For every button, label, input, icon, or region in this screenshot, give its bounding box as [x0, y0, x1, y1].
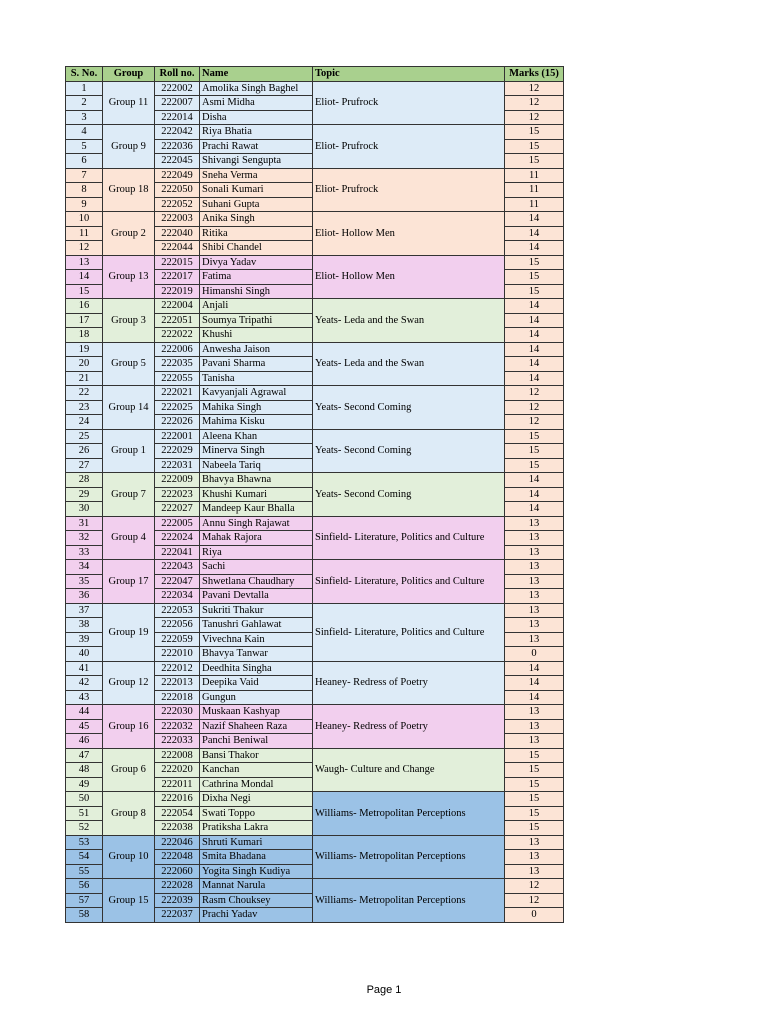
roll-number-cell: 222042	[155, 125, 200, 140]
table-row	[66, 212, 564, 227]
roll-number-cell: 222048	[155, 850, 200, 865]
marks-cell: 15	[505, 792, 564, 807]
header-name: Name	[200, 67, 313, 82]
roll-number-cell: 222031	[155, 458, 200, 473]
marks-cell: 14	[505, 487, 564, 502]
serial-number-cell: 10	[66, 212, 103, 227]
student-name-cell: Sneha Verma	[200, 168, 313, 183]
roll-number-cell: 222007	[155, 96, 200, 111]
table-row	[66, 661, 564, 676]
marks-cell: 12	[505, 400, 564, 415]
roll-number-cell: 222046	[155, 835, 200, 850]
student-name-cell: Mahika Singh	[200, 400, 313, 415]
roll-number-cell: 222029	[155, 444, 200, 459]
table-row	[66, 516, 564, 531]
marks-cell: 12	[505, 110, 564, 125]
marks-cell: 15	[505, 458, 564, 473]
marks-cell: 14	[505, 226, 564, 241]
student-name-cell: Bhavya Bhawna	[200, 473, 313, 488]
student-name-cell: Ritika	[200, 226, 313, 241]
serial-number-cell: 12	[66, 241, 103, 256]
student-name-cell: Pavani Devtalla	[200, 589, 313, 604]
student-name-cell: Mahak Rajora	[200, 531, 313, 546]
marks-cell: 13	[505, 589, 564, 604]
marks-cell: 13	[505, 719, 564, 734]
topic-cell: Eliot- Hollow Men	[313, 212, 505, 256]
marks-cell: 15	[505, 748, 564, 763]
roll-number-cell: 222003	[155, 212, 200, 227]
serial-number-cell: 3	[66, 110, 103, 125]
student-name-cell: Swati Toppo	[200, 806, 313, 821]
table-row	[66, 386, 564, 401]
serial-number-cell: 51	[66, 806, 103, 821]
roll-number-cell: 222059	[155, 632, 200, 647]
student-name-cell: Bhavya Tanwar	[200, 647, 313, 662]
serial-number-cell: 11	[66, 226, 103, 241]
marks-cell: 13	[505, 574, 564, 589]
roll-number-cell: 222005	[155, 516, 200, 531]
serial-number-cell: 4	[66, 125, 103, 140]
serial-number-cell: 26	[66, 444, 103, 459]
header-group: Group	[103, 67, 155, 82]
serial-number-cell: 44	[66, 705, 103, 720]
marks-cell: 14	[505, 328, 564, 343]
roll-number-cell: 222033	[155, 734, 200, 749]
student-name-cell: Pratiksha Lakra	[200, 821, 313, 836]
roll-number-cell: 222054	[155, 806, 200, 821]
marks-cell: 14	[505, 502, 564, 517]
serial-number-cell: 19	[66, 342, 103, 357]
marks-cell: 14	[505, 357, 564, 372]
group-cell: Group 18	[103, 168, 155, 212]
serial-number-cell: 20	[66, 357, 103, 372]
table-row	[66, 748, 564, 763]
group-cell: Group 10	[103, 835, 155, 879]
roll-number-cell: 222014	[155, 110, 200, 125]
student-name-cell: Annu Singh Rajawat	[200, 516, 313, 531]
serial-number-cell: 17	[66, 313, 103, 328]
student-name-cell: Riya	[200, 545, 313, 560]
marks-cell: 0	[505, 647, 564, 662]
serial-number-cell: 16	[66, 299, 103, 314]
student-name-cell: Anwesha Jaison	[200, 342, 313, 357]
roll-number-cell: 222023	[155, 487, 200, 502]
group-cell: Group 4	[103, 516, 155, 560]
header-topic: Topic	[313, 67, 505, 82]
roll-number-cell: 222052	[155, 197, 200, 212]
topic-cell: Yeats- Leda and the Swan	[313, 342, 505, 386]
serial-number-cell: 8	[66, 183, 103, 198]
roll-number-cell: 222056	[155, 618, 200, 633]
serial-number-cell: 57	[66, 893, 103, 908]
marks-cell: 13	[505, 545, 564, 560]
topic-cell: Williams- Metropolitan Perceptions	[313, 879, 505, 923]
roll-number-cell: 222021	[155, 386, 200, 401]
student-name-cell: Prachi Rawat	[200, 139, 313, 154]
marks-cell: 13	[505, 705, 564, 720]
serial-number-cell: 47	[66, 748, 103, 763]
serial-number-cell: 35	[66, 574, 103, 589]
student-name-cell: Gungun	[200, 690, 313, 705]
header-marks: Marks (15)	[505, 67, 564, 82]
group-cell: Group 12	[103, 661, 155, 705]
roll-number-cell: 222026	[155, 415, 200, 430]
roll-number-cell: 222009	[155, 473, 200, 488]
roll-number-cell: 222060	[155, 864, 200, 879]
marks-cell: 14	[505, 299, 564, 314]
page-number: Page 1	[366, 984, 402, 996]
serial-number-cell: 14	[66, 270, 103, 285]
marks-cell: 12	[505, 96, 564, 111]
serial-number-cell: 27	[66, 458, 103, 473]
group-cell: Group 2	[103, 212, 155, 256]
marks-cell: 13	[505, 618, 564, 633]
marks-cell: 14	[505, 342, 564, 357]
roll-number-cell: 222055	[155, 371, 200, 386]
serial-number-cell: 50	[66, 792, 103, 807]
student-name-cell: Minerva Singh	[200, 444, 313, 459]
serial-number-cell: 43	[66, 690, 103, 705]
marks-cell: 11	[505, 197, 564, 212]
marks-cell: 14	[505, 473, 564, 488]
marks-cell: 13	[505, 864, 564, 879]
marks-cell: 14	[505, 313, 564, 328]
roll-number-cell: 222008	[155, 748, 200, 763]
marks-cell: 15	[505, 125, 564, 140]
roll-number-cell: 222043	[155, 560, 200, 575]
serial-number-cell: 18	[66, 328, 103, 343]
marks-cell: 13	[505, 560, 564, 575]
serial-number-cell: 52	[66, 821, 103, 836]
serial-number-cell: 6	[66, 154, 103, 169]
marks-cell: 14	[505, 690, 564, 705]
student-name-cell: Mandeep Kaur Bhalla	[200, 502, 313, 517]
roll-number-cell: 222010	[155, 647, 200, 662]
group-cell: Group 6	[103, 748, 155, 792]
student-name-cell: Shivangi Sengupta	[200, 154, 313, 169]
student-name-cell: Yogita Singh Kudiya	[200, 864, 313, 879]
serial-number-cell: 23	[66, 400, 103, 415]
roll-number-cell: 222032	[155, 719, 200, 734]
student-name-cell: Anjali	[200, 299, 313, 314]
serial-number-cell: 42	[66, 676, 103, 691]
topic-cell: Eliot- Prufrock	[313, 81, 505, 125]
marks-cell: 0	[505, 908, 564, 923]
roll-number-cell: 222025	[155, 400, 200, 415]
marks-cell: 11	[505, 168, 564, 183]
student-name-cell: Tanushri Gahlawat	[200, 618, 313, 633]
serial-number-cell: 40	[66, 647, 103, 662]
roll-number-cell: 222049	[155, 168, 200, 183]
roll-number-cell: 222045	[155, 154, 200, 169]
marks-cell: 12	[505, 81, 564, 96]
student-name-cell: Divya Yadav	[200, 255, 313, 270]
serial-number-cell: 29	[66, 487, 103, 502]
table-row	[66, 705, 564, 720]
table-row	[66, 255, 564, 270]
marks-cell: 12	[505, 415, 564, 430]
roll-number-cell: 222036	[155, 139, 200, 154]
serial-number-cell: 32	[66, 531, 103, 546]
marks-cell: 15	[505, 270, 564, 285]
serial-number-cell: 34	[66, 560, 103, 575]
roll-number-cell: 222028	[155, 879, 200, 894]
serial-number-cell: 15	[66, 284, 103, 299]
marks-cell: 15	[505, 154, 564, 169]
marks-cell: 12	[505, 893, 564, 908]
topic-cell: Yeats- Second Coming	[313, 386, 505, 430]
student-name-cell: Rasm Chouksey	[200, 893, 313, 908]
roll-number-cell: 222040	[155, 226, 200, 241]
group-cell: Group 19	[103, 603, 155, 661]
student-name-cell: Prachi Yadav	[200, 908, 313, 923]
serial-number-cell: 39	[66, 632, 103, 647]
student-name-cell: Amolika Singh Baghel	[200, 81, 313, 96]
student-name-cell: Mannat Narula	[200, 879, 313, 894]
student-name-cell: Khushi	[200, 328, 313, 343]
topic-cell: Sinfield- Literature, Politics and Culture	[313, 560, 505, 604]
marks-cell: 14	[505, 371, 564, 386]
serial-number-cell: 38	[66, 618, 103, 633]
roll-number-cell: 222044	[155, 241, 200, 256]
roll-number-cell: 222034	[155, 589, 200, 604]
marks-cell: 13	[505, 835, 564, 850]
student-name-cell: Bansi Thakor	[200, 748, 313, 763]
serial-number-cell: 46	[66, 734, 103, 749]
group-cell: Group 5	[103, 342, 155, 386]
student-name-cell: Tanisha	[200, 371, 313, 386]
serial-number-cell: 48	[66, 763, 103, 778]
marks-cell: 13	[505, 531, 564, 546]
serial-number-cell: 2	[66, 96, 103, 111]
roll-number-cell: 222012	[155, 661, 200, 676]
header-roll: Roll no.	[155, 67, 200, 82]
table-row	[66, 835, 564, 850]
roll-number-cell: 222013	[155, 676, 200, 691]
table-row	[66, 792, 564, 807]
roll-number-cell: 222020	[155, 763, 200, 778]
student-name-cell: Sukriti Thakur	[200, 603, 313, 618]
roll-number-cell: 222030	[155, 705, 200, 720]
student-name-cell: Dixha Negi	[200, 792, 313, 807]
marks-cell: 12	[505, 879, 564, 894]
student-name-cell: Smita Bhadana	[200, 850, 313, 865]
table-row	[66, 81, 564, 96]
table-row	[66, 342, 564, 357]
serial-number-cell: 33	[66, 545, 103, 560]
roll-number-cell: 222047	[155, 574, 200, 589]
serial-number-cell: 56	[66, 879, 103, 894]
serial-number-cell: 1	[66, 81, 103, 96]
student-name-cell: Cathrina Mondal	[200, 777, 313, 792]
marks-table	[65, 66, 564, 923]
roll-number-cell: 222019	[155, 284, 200, 299]
student-name-cell: Panchi Beniwal	[200, 734, 313, 749]
topic-cell: Heaney- Redress of Poetry	[313, 705, 505, 749]
marks-cell: 15	[505, 763, 564, 778]
roll-number-cell: 222050	[155, 183, 200, 198]
student-name-cell: Shwetlana Chaudhary	[200, 574, 313, 589]
serial-number-cell: 7	[66, 168, 103, 183]
serial-number-cell: 24	[66, 415, 103, 430]
marks-cell: 12	[505, 386, 564, 401]
group-cell: Group 16	[103, 705, 155, 749]
serial-number-cell: 58	[66, 908, 103, 923]
student-name-cell: Deepika Vaid	[200, 676, 313, 691]
marks-cell: 14	[505, 676, 564, 691]
table-row	[66, 879, 564, 894]
student-name-cell: Deedhita Singha	[200, 661, 313, 676]
serial-number-cell: 36	[66, 589, 103, 604]
serial-number-cell: 31	[66, 516, 103, 531]
serial-number-cell: 53	[66, 835, 103, 850]
roll-number-cell: 222022	[155, 328, 200, 343]
group-cell: Group 1	[103, 429, 155, 473]
student-name-cell: Khushi Kumari	[200, 487, 313, 502]
group-cell: Group 14	[103, 386, 155, 430]
roll-number-cell: 222016	[155, 792, 200, 807]
marks-cell: 15	[505, 139, 564, 154]
student-name-cell: Nabeela Tariq	[200, 458, 313, 473]
topic-cell: Yeats- Second Coming	[313, 429, 505, 473]
group-cell: Group 9	[103, 125, 155, 169]
roll-number-cell: 222024	[155, 531, 200, 546]
marks-cell: 15	[505, 806, 564, 821]
table-row	[66, 429, 564, 444]
group-cell: Group 13	[103, 255, 155, 299]
marks-cell: 15	[505, 821, 564, 836]
student-name-cell: Mahima Kisku	[200, 415, 313, 430]
topic-cell: Eliot- Hollow Men	[313, 255, 505, 299]
group-cell: Group 7	[103, 473, 155, 517]
roll-number-cell: 222041	[155, 545, 200, 560]
group-cell: Group 17	[103, 560, 155, 604]
roll-number-cell: 222051	[155, 313, 200, 328]
group-cell: Group 8	[103, 792, 155, 836]
marks-cell: 15	[505, 284, 564, 299]
marks-cell: 11	[505, 183, 564, 198]
topic-cell: Yeats- Leda and the Swan	[313, 299, 505, 343]
student-name-cell: Shruti Kumari	[200, 835, 313, 850]
student-name-cell: Vivechna Kain	[200, 632, 313, 647]
student-name-cell: Himanshi Singh	[200, 284, 313, 299]
roll-number-cell: 222037	[155, 908, 200, 923]
serial-number-cell: 45	[66, 719, 103, 734]
roll-number-cell: 222018	[155, 690, 200, 705]
student-name-cell: Disha	[200, 110, 313, 125]
marks-cell: 14	[505, 212, 564, 227]
topic-cell: Eliot- Prufrock	[313, 168, 505, 212]
roll-number-cell: 222001	[155, 429, 200, 444]
marks-cell: 15	[505, 429, 564, 444]
topic-cell: Sinfield- Literature, Politics and Culture	[313, 516, 505, 560]
serial-number-cell: 22	[66, 386, 103, 401]
roll-number-cell: 222053	[155, 603, 200, 618]
group-cell: Group 3	[103, 299, 155, 343]
marks-cell: 14	[505, 661, 564, 676]
roll-number-cell: 222038	[155, 821, 200, 836]
student-name-cell: Kavyanjali Agrawal	[200, 386, 313, 401]
serial-number-cell: 25	[66, 429, 103, 444]
group-cell: Group 11	[103, 81, 155, 125]
table-row	[66, 473, 564, 488]
serial-number-cell: 55	[66, 864, 103, 879]
marks-cell: 13	[505, 850, 564, 865]
marks-cell: 15	[505, 444, 564, 459]
student-name-cell: Muskaan Kashyap	[200, 705, 313, 720]
table-row	[66, 125, 564, 140]
student-name-cell: Nazif Shaheen Raza	[200, 719, 313, 734]
table-row	[66, 299, 564, 314]
student-name-cell: Fatima	[200, 270, 313, 285]
topic-cell: Waugh- Culture and Change	[313, 748, 505, 792]
table-row	[66, 168, 564, 183]
serial-number-cell: 21	[66, 371, 103, 386]
student-name-cell: Soumya Tripathi	[200, 313, 313, 328]
marks-cell: 13	[505, 516, 564, 531]
marks-cell: 13	[505, 734, 564, 749]
roll-number-cell: 222004	[155, 299, 200, 314]
table-row	[66, 560, 564, 575]
marks-cell: 14	[505, 241, 564, 256]
marks-cell: 15	[505, 255, 564, 270]
roll-number-cell: 222039	[155, 893, 200, 908]
student-name-cell: Asmi Midha	[200, 96, 313, 111]
serial-number-cell: 41	[66, 661, 103, 676]
serial-number-cell: 5	[66, 139, 103, 154]
roll-number-cell: 222027	[155, 502, 200, 517]
student-name-cell: Pavani Sharma	[200, 357, 313, 372]
roll-number-cell: 222011	[155, 777, 200, 792]
table-row	[66, 603, 564, 618]
marks-cell: 13	[505, 603, 564, 618]
topic-cell: Eliot- Prufrock	[313, 125, 505, 169]
topic-cell: Williams- Metropolitan Perceptions	[313, 792, 505, 836]
roll-number-cell: 222006	[155, 342, 200, 357]
topic-cell: Williams- Metropolitan Perceptions	[313, 835, 505, 879]
student-name-cell: Sonali Kumari	[200, 183, 313, 198]
student-name-cell: Shibi Chandel	[200, 241, 313, 256]
serial-number-cell: 9	[66, 197, 103, 212]
header-row	[66, 67, 564, 82]
serial-number-cell: 30	[66, 502, 103, 517]
topic-cell: Yeats- Second Coming	[313, 473, 505, 517]
marks-cell: 13	[505, 632, 564, 647]
group-cell: Group 15	[103, 879, 155, 923]
student-name-cell: Suhani Gupta	[200, 197, 313, 212]
roll-number-cell: 222002	[155, 81, 200, 96]
student-name-cell: Anika Singh	[200, 212, 313, 227]
roll-number-cell: 222035	[155, 357, 200, 372]
student-name-cell: Kanchan	[200, 763, 313, 778]
serial-number-cell: 54	[66, 850, 103, 865]
serial-number-cell: 49	[66, 777, 103, 792]
topic-cell: Sinfield- Literature, Politics and Culture	[313, 603, 505, 661]
serial-number-cell: 37	[66, 603, 103, 618]
serial-number-cell: 13	[66, 255, 103, 270]
header-sno: S. No.	[66, 67, 103, 82]
student-name-cell: Aleena Khan	[200, 429, 313, 444]
student-name-cell: Riya Bhatia	[200, 125, 313, 140]
topic-cell: Heaney- Redress of Poetry	[313, 661, 505, 705]
roll-number-cell: 222017	[155, 270, 200, 285]
student-name-cell: Sachi	[200, 560, 313, 575]
serial-number-cell: 28	[66, 473, 103, 488]
roll-number-cell: 222015	[155, 255, 200, 270]
marks-cell: 15	[505, 777, 564, 792]
